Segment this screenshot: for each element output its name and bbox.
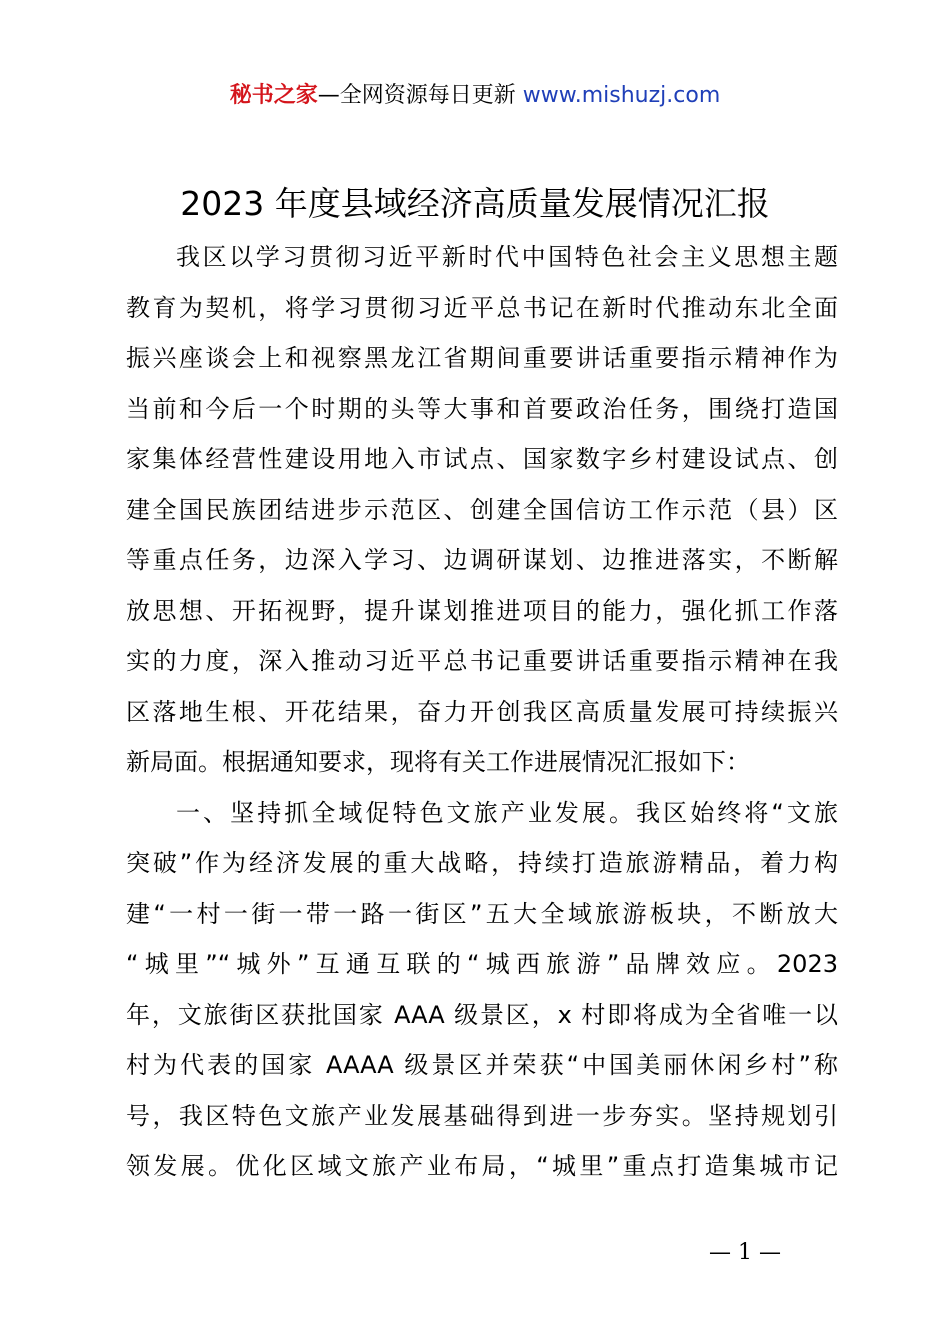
text-line: 一、坚持抓全域促特色文旅产业发展。我区始终将“文旅 — [176, 798, 838, 827]
text-line: 实的力度，深入推动习近平总书记重要讲话重要指示精神在我 — [126, 647, 838, 675]
text-line: 新局面。根据通知要求，现将有关工作进展情况汇报如下： — [126, 748, 750, 776]
text-line: 教育为契机，将学习贯彻习近平总书记在新时代推动东北全面 — [126, 293, 838, 322]
document-title: 2023 年度县域经济高质量发展情况汇报 — [180, 184, 770, 223]
site-header — [0, 80, 950, 112]
text-line: 建“一村一街一带一路一街区”五大全域旅游板块，不断放大 — [126, 899, 838, 928]
text-line: “城里”“城外”互通互联的“城西旅游”品牌效应。2023 — [126, 950, 838, 978]
text-line: 等重点任务，边深入学习、边调研谋划、边推进落实，不断解 — [126, 546, 838, 574]
site-tagline: —全网资源每日更新 — [317, 83, 523, 108]
site-url[interactable]: www.mishuzj.com — [522, 83, 721, 108]
paragraph-1 — [126, 232, 838, 788]
text-line: 振兴座谈会上和视察黑龙江省期间重要讲话重要指示精神作为 — [126, 344, 838, 372]
text-line: 建全国民族团结进步示范区、创建全国信访工作示范（县）区 — [126, 495, 838, 524]
site-brand: 秘书之家 — [229, 83, 318, 108]
text-line: 当前和今后一个时期的头等大事和首要政治任务，围绕打造国 — [126, 394, 838, 423]
page-number: — 1 — — [709, 1240, 781, 1265]
paragraph-2 — [126, 788, 838, 1192]
text-line: 突破”作为经济发展的重大战略，持续打造旅游精品，着力构 — [126, 849, 838, 877]
text-line: 号，我区特色文旅产业发展基础得到进一步夯实。坚持规划引 — [126, 1101, 838, 1130]
text-line: 家集体经营性建设用地入市试点、国家数字乡村建设试点、创 — [126, 445, 838, 473]
text-line: 领发展。优化区域文旅产业布局，“城里”重点打造集城市记 — [126, 1152, 838, 1180]
document-body — [126, 232, 838, 1192]
text-line: 年，文旅街区获批国家 AAA 级景区，x 村即将成为全省唯一以 — [126, 1000, 838, 1029]
text-line: 村为代表的国家 AAAA 级景区并荣获“中国美丽休闲乡村”称 — [126, 1051, 838, 1079]
text-line: 区落地生根、开花结果，奋力开创我区高质量发展可持续振兴 — [126, 697, 838, 726]
text-line: 我区以学习贯彻习近平新时代中国特色社会主义思想主题 — [176, 243, 838, 271]
text-line: 放思想、开拓视野，提升谋划推进项目的能力，强化抓工作落 — [126, 596, 838, 625]
